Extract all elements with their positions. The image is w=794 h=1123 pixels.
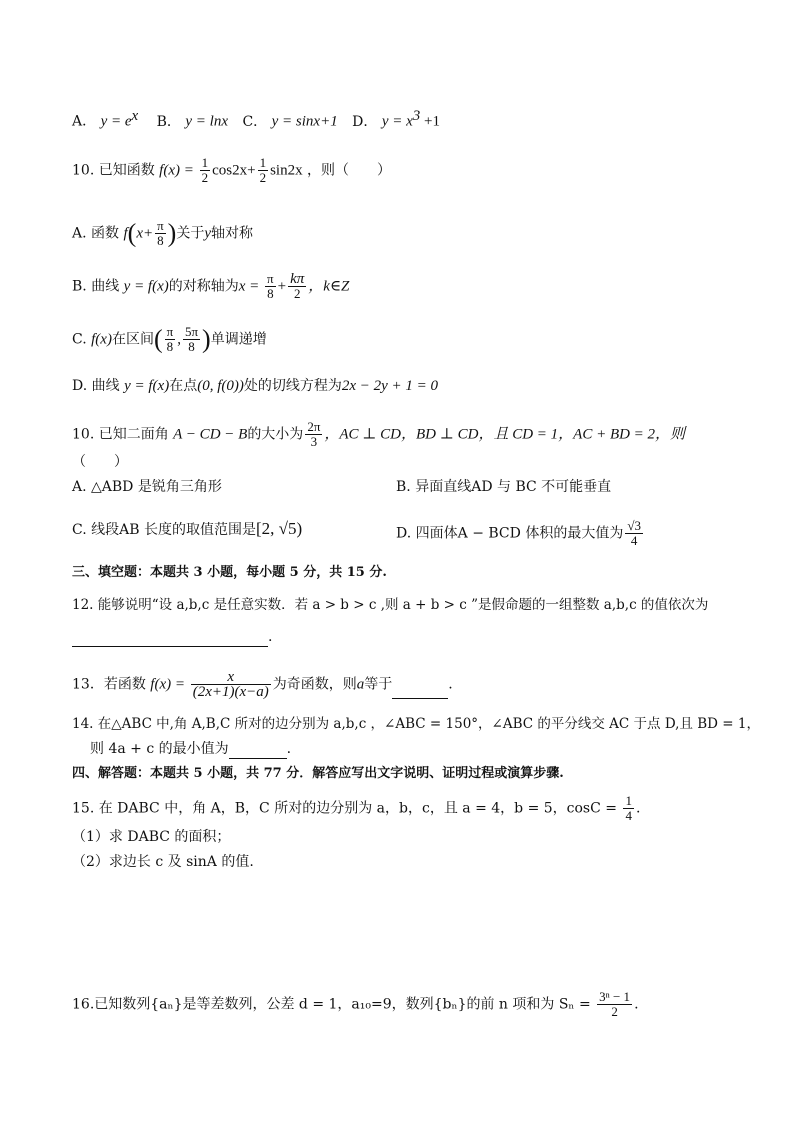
q10a-opt-d-eq: 2x − 2y + 1 = 0 (341, 378, 439, 394)
q10b-stem (72, 420, 685, 449)
q10a-opt-c-mid: 在区间 (111, 331, 154, 348)
q10a-stem-suffix: ，则（ ） (307, 162, 392, 179)
q15-end: . (635, 800, 641, 817)
q10b-paren-row (72, 452, 128, 472)
q10a-opt-a-pi: π (157, 218, 164, 233)
q13-var: a (356, 676, 365, 693)
q10a-opt-b-2: 2 (293, 286, 301, 301)
q15-stem-text: 15. 在 DABC 中，角 A，B，C 所对的边分别为 a，b，c，且 a = 4，b = 5，cosC = (72, 800, 622, 817)
q15-num: 1 (625, 793, 632, 808)
q13-answer-blank[interactable] (392, 682, 448, 699)
q15-stem (72, 794, 640, 823)
q10b-angle: A − CD − B (173, 426, 248, 443)
q10b-opt-b-text: AD 与 BC 不可能垂直 (471, 479, 612, 495)
q10a-opt-b-mid: 的对称轴为 (168, 278, 239, 295)
q10a-opt-a-lparen: ( (127, 218, 137, 248)
q10a-opt-d-expr: y = f(x) (124, 378, 170, 394)
q10a-opt-a-rparen: ) (167, 218, 177, 248)
q10a-opt-a-y: y (204, 225, 212, 242)
q10a-sin: sin2x (270, 162, 303, 179)
q10a-half-1 (200, 156, 211, 185)
q10a-opt-c-pi: π (166, 324, 174, 339)
q10a-opt-c-comma: , (177, 331, 181, 348)
q10a-opt-b-frac2 (288, 272, 306, 301)
q16-num: 3ⁿ − 1 (599, 989, 631, 1004)
q15-den: 4 (625, 808, 632, 823)
q13-mid: 为奇函数，则 (272, 676, 357, 693)
q10a-opt-a-prefix: A. 函数 (72, 225, 120, 242)
q10b-opt-a-prefix: A. (72, 479, 87, 495)
q9-option-a-label: A． (72, 113, 97, 130)
q9-option-d-tail: +1 (420, 113, 440, 130)
q10a-half-2-den: 2 (259, 170, 267, 185)
q10a-stem (72, 156, 391, 185)
q10a-opt-b-plus: + (277, 278, 287, 295)
q10b-opt-c-range: [2, √5) (255, 519, 303, 538)
q12-answer-blank[interactable] (72, 630, 268, 647)
q14-line2 (90, 739, 291, 759)
q10a-option-d (72, 376, 438, 396)
q10a-opt-d-mid: 在点 (169, 378, 198, 394)
q10a-opt-b-prefix: B. 曲线 (72, 278, 120, 295)
q9-option-d-label: D． (352, 113, 378, 130)
q10a-opt-b-8: 8 (267, 286, 274, 301)
q10a-opt-a-suffix: 关于 (176, 225, 205, 242)
q10b-frac (305, 420, 322, 449)
q13-suffix: 等于 (364, 676, 393, 693)
q10b-opt-c-text: AB 长度的取值范围是 (119, 522, 256, 538)
section-4-title: 四、解答题：本题共 5 小题，共 77 分．解答应写出文字说明、证明过程或演算步骤. (72, 766, 564, 781)
q10b-opt-c-prefix: C. 线段 (72, 522, 120, 538)
q15-part1: （1）求 DABC 的面积； (72, 829, 231, 845)
q13-end: . (448, 676, 453, 693)
q10a-opt-c-rparen: ) (202, 324, 211, 354)
q10a-half-2-num: 1 (259, 155, 267, 170)
q15-frac (623, 794, 634, 823)
q10a-opt-d-prefix: D. 曲线 (72, 378, 120, 394)
q10b-frac-den: 3 (310, 434, 318, 449)
q10a-opt-a-frac (155, 219, 166, 248)
q13-prefix: 13．若函数 (72, 676, 146, 693)
q10a-cos: cos2x+ (212, 162, 256, 179)
q10a-opt-d-mid2: 处的切线方程为 (243, 378, 342, 394)
q10a-opt-c-8a: 8 (166, 339, 174, 354)
q10b-paren: （ ） (72, 454, 128, 470)
q10b-cond: ，AC ⊥ CD，BD ⊥ CD，且 CD = 1，AC + BD = 2，则 (324, 426, 686, 443)
q14-answer-blank[interactable] (229, 742, 287, 759)
q9-option-a-sup: x (131, 108, 139, 124)
q10a-half-1-num: 1 (201, 155, 209, 170)
q10b-opt-a-text: △ABD 是锐角三角形 (91, 479, 222, 495)
q10b-opt-d-prefix: D. 四面体 (396, 525, 458, 542)
q10a-opt-c-tail: 单调递增 (210, 331, 267, 348)
q10a-option-b (72, 272, 349, 301)
q10a-func: f(x) = (159, 162, 198, 179)
q12-stem: 12. 能够说明“设 a,b,c 是任意实数．若 a > b > c ,则 a + b > c ”是假命题的一组整数 a,b,c 的值依次为 (72, 597, 709, 613)
q9-option-c-expr: y = sinx+1 (271, 113, 338, 130)
q13-den: (2x+1)(x−a) (192, 684, 269, 700)
q10a-option-a (72, 219, 253, 248)
q9-option-c-label: C． (242, 113, 268, 130)
q10b-option-c (72, 519, 302, 540)
q16-stem (72, 990, 639, 1019)
q10b-opt-d-den: 4 (630, 533, 638, 548)
q10a-opt-a-tail: 轴对称 (211, 225, 254, 242)
q10b-stem-prefix: 10. 已知二面角 (72, 426, 169, 443)
q16-frac (597, 990, 632, 1019)
q10a-option-c (72, 325, 267, 354)
q9-option-a-expr: y = e (100, 113, 132, 130)
section-3-title: 三、填空题：本题共 3 小题，每小题 5 分，共 15 分. (72, 565, 387, 580)
q10a-opt-a-x: x+ (136, 225, 154, 242)
q9-option-d-sup: 3 (412, 108, 421, 124)
q14-stem: 14. 在△ABC 中,角 A,B,C 所对的边分别为 a,b,c ，∠ABC = 150°，∠ABC 的平分线交 AC 于点 D,且 BD = 1， (72, 716, 760, 732)
q10a-opt-c-8b: 8 (188, 339, 195, 354)
q13-num: x (191, 670, 271, 685)
q10a-half-2 (258, 156, 269, 185)
q9-option-b-label: B． (156, 113, 181, 130)
q10b-opt-d-frac (625, 519, 643, 548)
q10b-opt-d-text: A − BCD 体积的最大值为 (457, 525, 624, 542)
q10a-opt-c-f: f(x) (91, 331, 112, 348)
q10a-opt-c-5pi: 5π (184, 324, 199, 339)
q10a-opt-b-kpi: kπ (290, 271, 305, 287)
q10a-opt-b-frac1 (265, 272, 276, 301)
q10b-option-a (72, 477, 222, 497)
q10a-opt-c-frac2 (183, 325, 200, 354)
q10b-frac-num: 2π (307, 419, 321, 434)
q10b-opt-b-prefix: B. 异面直线 (396, 479, 472, 495)
q10a-opt-b-expr: y = f(x) (123, 278, 169, 295)
q10a-opt-a-f: f (123, 225, 128, 242)
q10a-opt-b-x: x = (238, 278, 264, 295)
q14-line2-prefix: 则 4a + c 的最小值为 (90, 741, 229, 757)
q10b-stem-mid: 的大小为 (247, 426, 304, 443)
q10b-option-d (396, 519, 645, 548)
q16-den: 2 (611, 1004, 618, 1019)
q9-options-row (72, 106, 440, 132)
q10a-opt-d-point: (0, f(0)) (197, 378, 244, 394)
q12-end: . (268, 629, 273, 645)
q15-part2: （2）求边长 c 及 sinA 的值. (72, 854, 254, 870)
q10a-opt-b-tail: ，k∈Z (308, 278, 350, 295)
q10a-opt-a-8: 8 (157, 233, 164, 248)
q13-func: f(x) = (150, 676, 189, 693)
q14-end: . (286, 741, 292, 757)
q9-option-d-expr: y = x (381, 113, 413, 130)
q10a-stem-prefix: 10. 已知函数 (72, 162, 155, 179)
q12-answer-row (72, 627, 272, 647)
q10a-opt-c-frac1 (165, 325, 176, 354)
q10a-opt-c-lparen: ( (153, 324, 163, 354)
q10a-half-1-den: 2 (201, 170, 209, 185)
q9-option-b-expr: y = lnx (185, 113, 228, 130)
q10b-option-b (396, 477, 611, 497)
q13-stem (72, 670, 453, 699)
q16-end: . (634, 996, 639, 1013)
q10b-opt-d-num: √3 (627, 518, 641, 533)
q13-frac (191, 670, 271, 699)
q10a-opt-c-prefix: C. (72, 331, 87, 348)
q16-stem-text: 16.已知数列{aₙ}是等差数列，公差 d = 1，a₁₀=9，数列{bₙ}的前 n 项和为 Sₙ = (72, 996, 596, 1013)
q10a-opt-b-pi: π (267, 271, 274, 286)
